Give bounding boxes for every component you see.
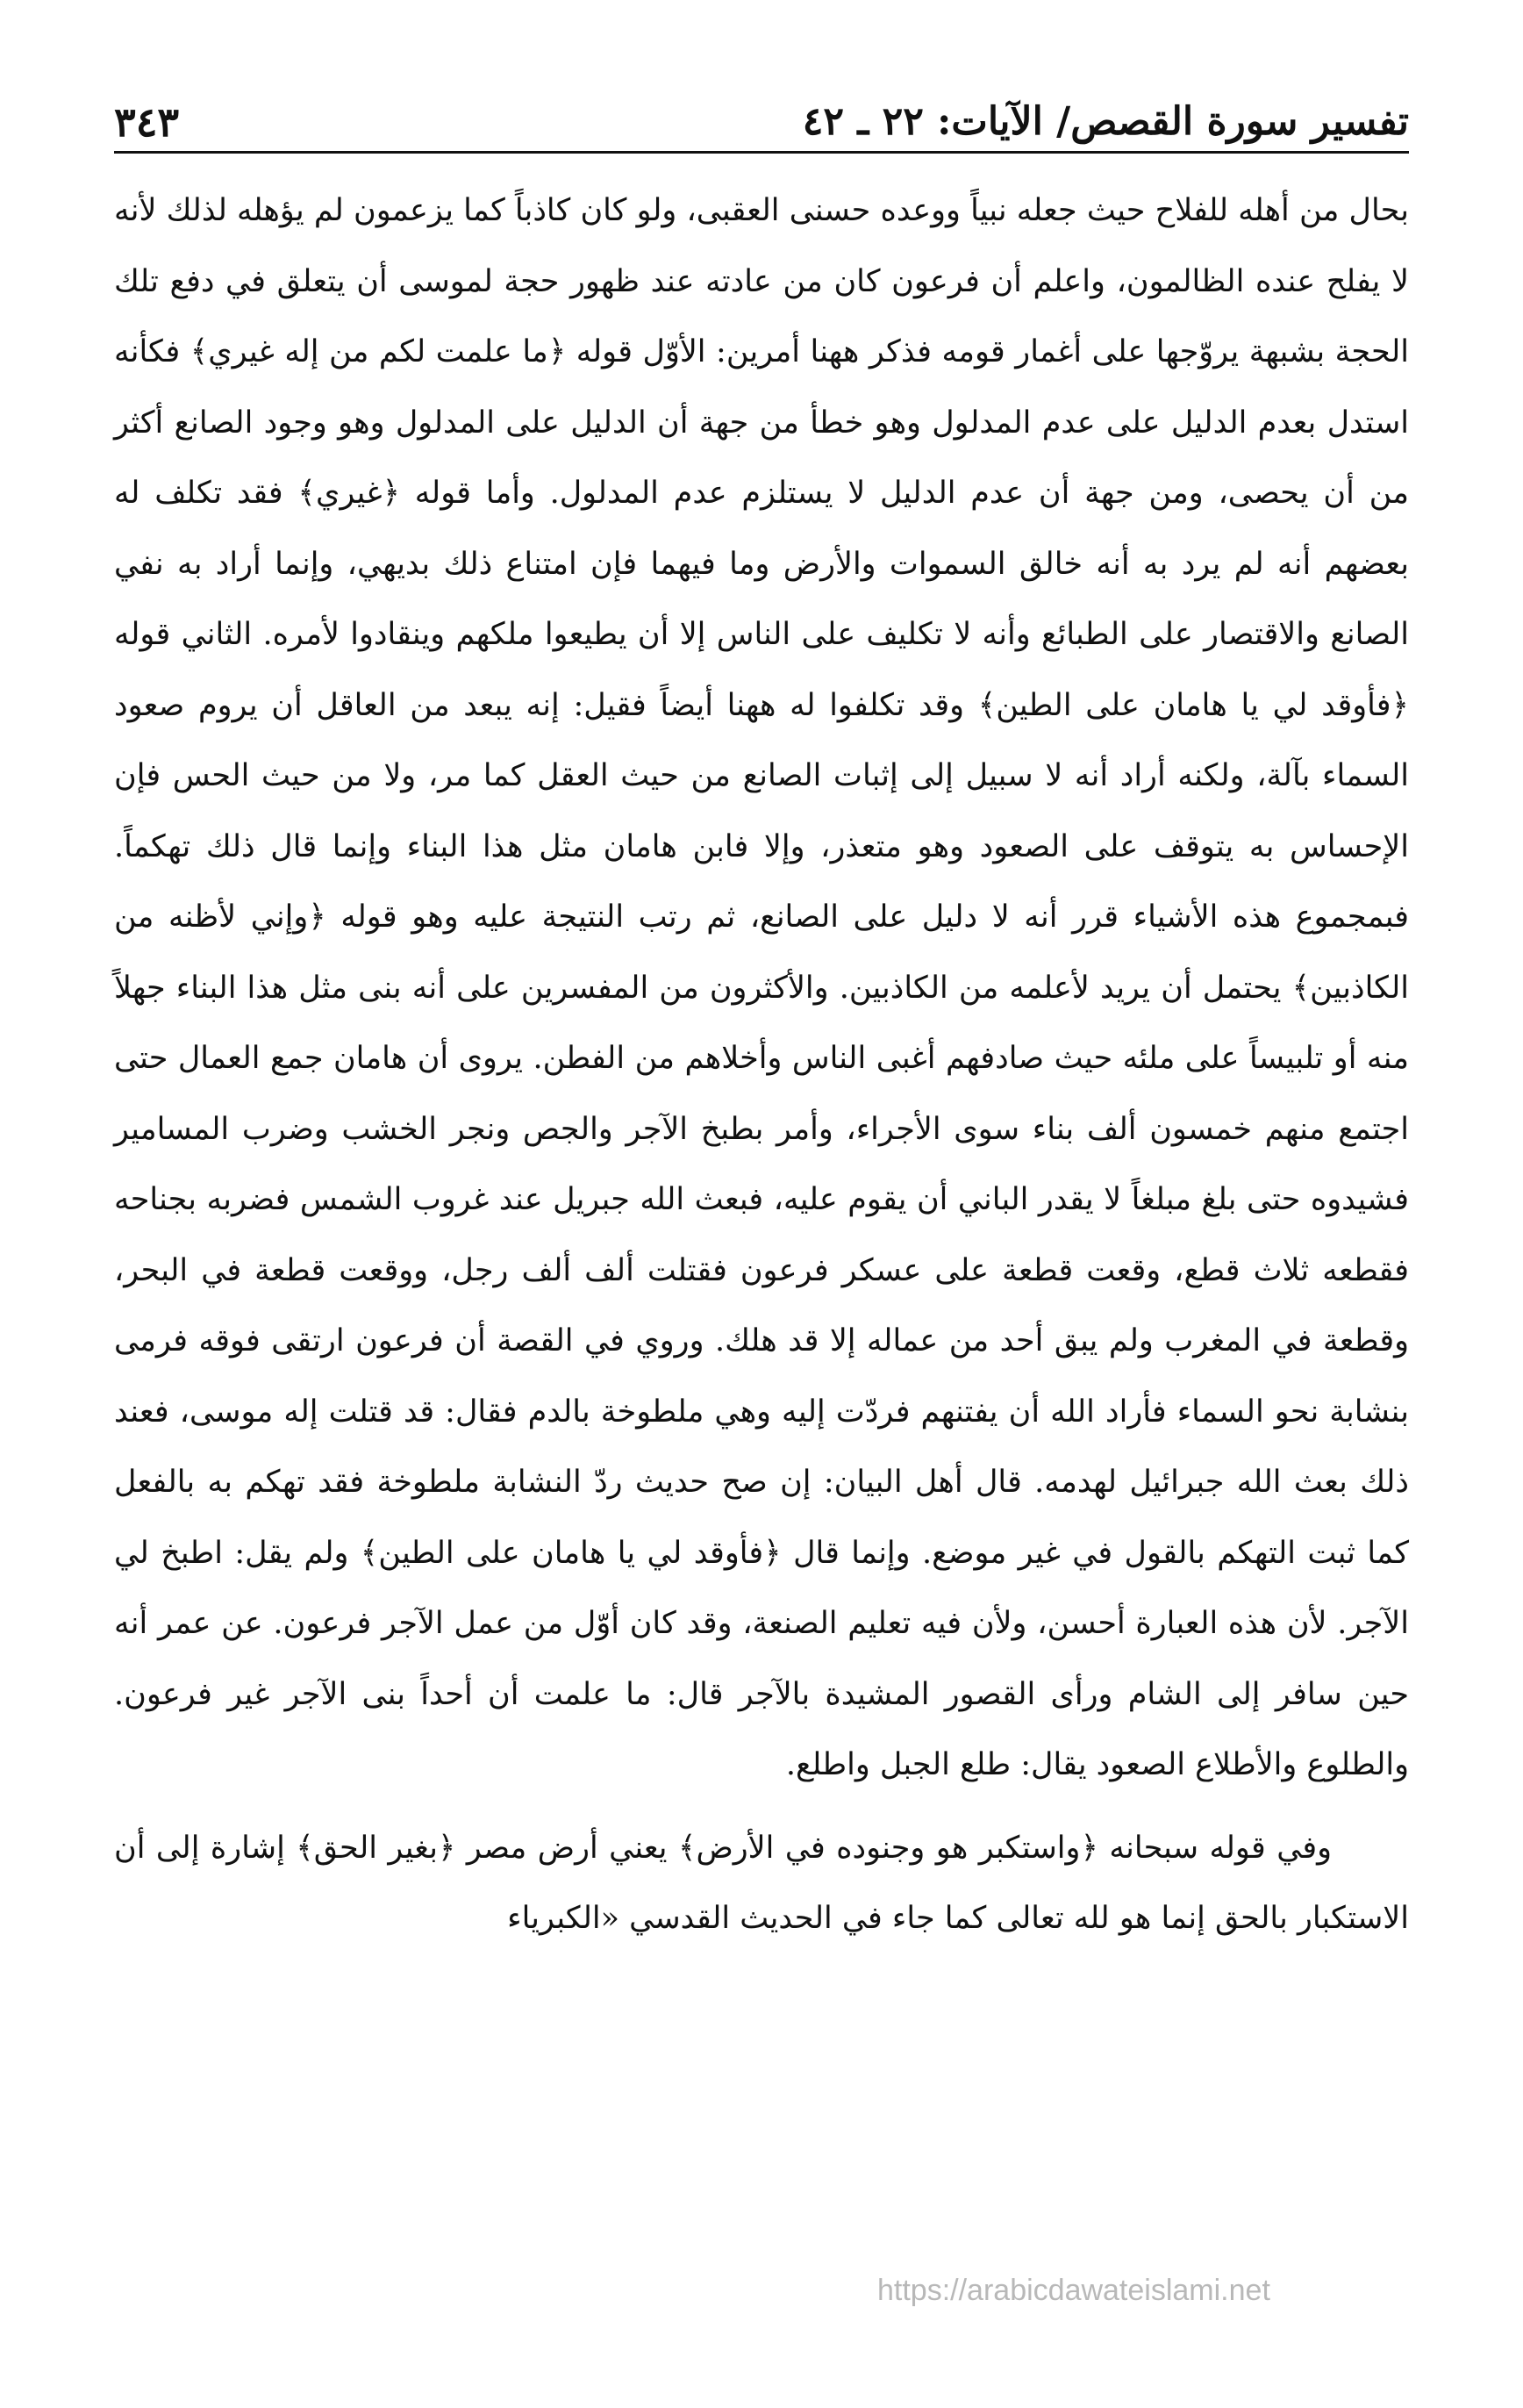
paragraph-1: بحال من أهله للفلاح حيث جعله نبياً ووعده حسنى العقبى، ولو كان كاذباً كما يزعمون لم يؤهله لذلك لأنه لا يفلح عنده الظالمون، واعلم أن فرعون كان من عادته عند ظهور حجة لموسى أن يتعلق في دفع تلك الحجة بشبهة يروّجها على أغمار قومه فذكر ههنا أمرين: الأوّل قوله ﴿ما علمت لكم من إله غيري﴾ فكأنه استدل بعدم الدليل على عدم المدلول وهو خطأ من جهة أن الدليل على المدلول وهو وجود الصانع أكثر من أن يحصى، ومن جهة أن عدم الدليل لا يستلزم عدم المدلول. وأما قوله ﴿غيري﴾ فقد تكلف له بعضهم أنه لم يرد به أنه خالق السموات والأرض وما فيهما فإن امتناع ذلك بديهي، وإنما أراد به نفي الصانع والاقتصار على الطبائع وأنه لا تكليف على الناس إلا أن يطيعوا ملكهم وينقادوا لأمره. الثاني قوله ﴿فأوقد لي يا هامان على الطين﴾ وقد تكلفوا له ههنا أيضاً فقيل: إنه يبعد من العاقل أن يروم صعود السماء بآلة، ولكنه أراد أنه لا سبيل إلى إثبات الصانع من حيث العقل كما مر، ولا من حيث الحس فإن الإحساس به يتوقف على الصعود وهو متعذر، وإلا فابن هامان مثل هذا البناء وإنما قال ذلك تهكماً. فبمجموع هذه الأشياء قرر أنه لا دليل على الصانع، ثم رتب النتيجة عليه وهو قوله ﴿وإني لأظنه من الكاذبين﴾ يحتمل أن يريد لأعلمه من الكاذبين. والأكثرون من المفسرين على أنه بنى مثل هذا البناء جهلاً منه أو تلبيساً على ملئه حيث صادفهم أغبى الناس وأخلاهم من الفطن. يروى أن هامان جمع العمال حتى اجتمع منهم خمسون ألف بناء سوى الأجراء، وأمر بطبخ الآجر والجص ونجر الخشب وضرب المسامير فشيدوه حتى بلغ مبلغاً لا يقدر الباني أن يقوم عليه، فبعث الله جبريل عند غروب الشمس فضربه بجناحه فقطعه ثلاث قطع، وقعت قطعة على عسكر فرعون فقتلت ألف ألف رجل، ووقعت قطعة في البحر، وقطعة في المغرب ولم يبق أحد من عماله إلا قد هلك. وروي في القصة أن فرعون ارتقى فوقه فرمى بنشابة نحو السماء فأراد الله أن يفتنهم فردّت إليه وهي ملطوخة بالدم فقال: قد قتلت إله موسى، فعند ذلك بعث الله جبرائيل لهدمه. قال أهل البيان: إن صح حديث ردّ النشابة ملطوخة فقد تهكم به بالفعل كما ثبت التهكم بالقول في غير موضع. وإنما قال ﴿فأوقد لي يا هامان على الطين﴾ ولم يقل: اطبخ لي الآجر. لأن هذه العبارة أحسن، ولأن فيه تعليم الصنعة، وقد كان أوّل من عمل الآجر فرعون. عن عمر أنه حين سافر إلى الشام ورأى القصور المشيدة بالآجر قال: ما علمت أن أحداً بنى الآجر غير فرعون. والطلوع والأطلاع الصعود يقال: طلع الجبل واطلع. <box>114 193 1409 1782</box>
paragraph-2: وفي قوله سبحانه ﴿واستكبر هو وجنوده في الأرض﴾ يعني أرض مصر ﴿بغير الحق﴾ إشارة إلى أن الاستكبار بالحق إنما هو لله تعالى كما جاء في الحديث القدسي «الكبرياء <box>114 1830 1409 1936</box>
site-watermark: https://arabicdawateislami.net <box>877 2274 1270 2307</box>
page-number: ٣٤٣ <box>114 98 180 146</box>
body-text <box>114 176 1409 1954</box>
chapter-title: تفسير سورة القصص/ الآيات: ٢٢ ـ ٤٢ <box>802 99 1409 144</box>
header-divider <box>114 151 1409 154</box>
running-header <box>114 95 1409 149</box>
